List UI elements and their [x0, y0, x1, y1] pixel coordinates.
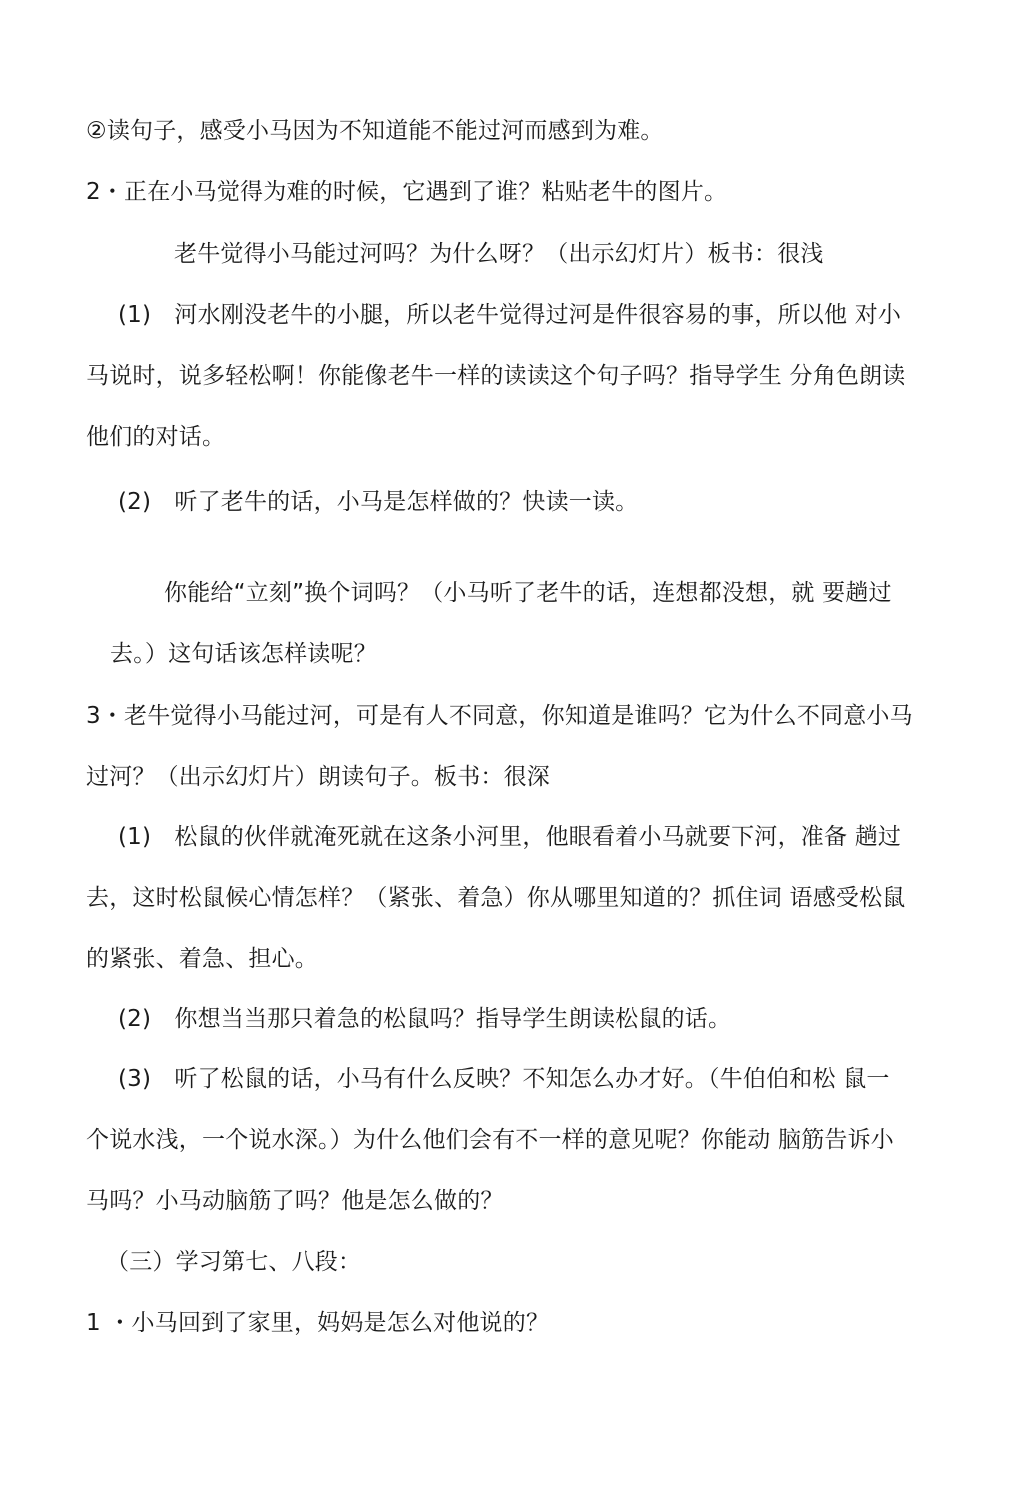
text-line: (3) 听了松鼠的话，小马有什么反映？不知怎么办才好。（牛伯伯和松 鼠一: [118, 1066, 890, 1092]
text-line: (2) 你想当当那只着急的松鼠吗？指导学生朗读松鼠的话。: [118, 1006, 732, 1032]
text-line: 个说水浅，一个说水深。）为什么他们会有不一样的意见呢？你能动 脑筋告诉小: [86, 1127, 895, 1153]
text-line: 他们的对话。: [86, 424, 226, 450]
text-line: 的紧张、着急、担心。: [86, 946, 318, 972]
text-line: 马说时，说多轻松啊！你能像老牛一样的读读这个句子吗？指导学生 分角色朗读: [86, 363, 906, 389]
text-line: 过河？（出示幻灯片）朗读句子。板书：很深: [86, 764, 550, 790]
text-line: (1) 松鼠的伙伴就淹死就在这条小河里，他眼看着小马就要下河，准备 趟过: [118, 824, 902, 850]
text-line: 去。）这句话该怎样读呢？: [110, 641, 377, 667]
text-line: (1) 河水刚没老牛的小腿，所以老牛觉得过河是件很容易的事，所以他 对小: [118, 302, 902, 328]
text-line: 1 ・小马回到了家里，妈妈是怎么对他说的？: [86, 1310, 550, 1336]
text-line: 2・正在小马觉得为难的时候，它遇到了谁？粘贴老牛的图片。: [86, 179, 728, 205]
text-line: ②读句子，感受小马因为不知道能不能过河而感到为难。: [86, 118, 664, 144]
text-line: 马吗？小马动脑筋了吗？他是怎么做的？: [86, 1188, 504, 1214]
text-line: 老牛觉得小马能过河吗？为什么呀？（出示幻灯片）板书：很浅: [174, 241, 824, 267]
text-line: (2) 听了老牛的话，小马是怎样做的？快读一读。: [118, 489, 639, 515]
text-line: 3・老牛觉得小马能过河，可是有人不同意，你知道是谁吗？它为什么不同意小马: [86, 703, 913, 729]
text-line: （三）学习第七、八段：: [106, 1249, 362, 1275]
text-line: 你能给“立刻”换个词吗？（小马听了老牛的话，连想都没想，就 要趟过: [164, 580, 892, 606]
text-line: 去，这时松鼠候心情怎样？（紧张、着急）你从哪里知道的？抓住词 语感受松鼠: [86, 885, 906, 911]
